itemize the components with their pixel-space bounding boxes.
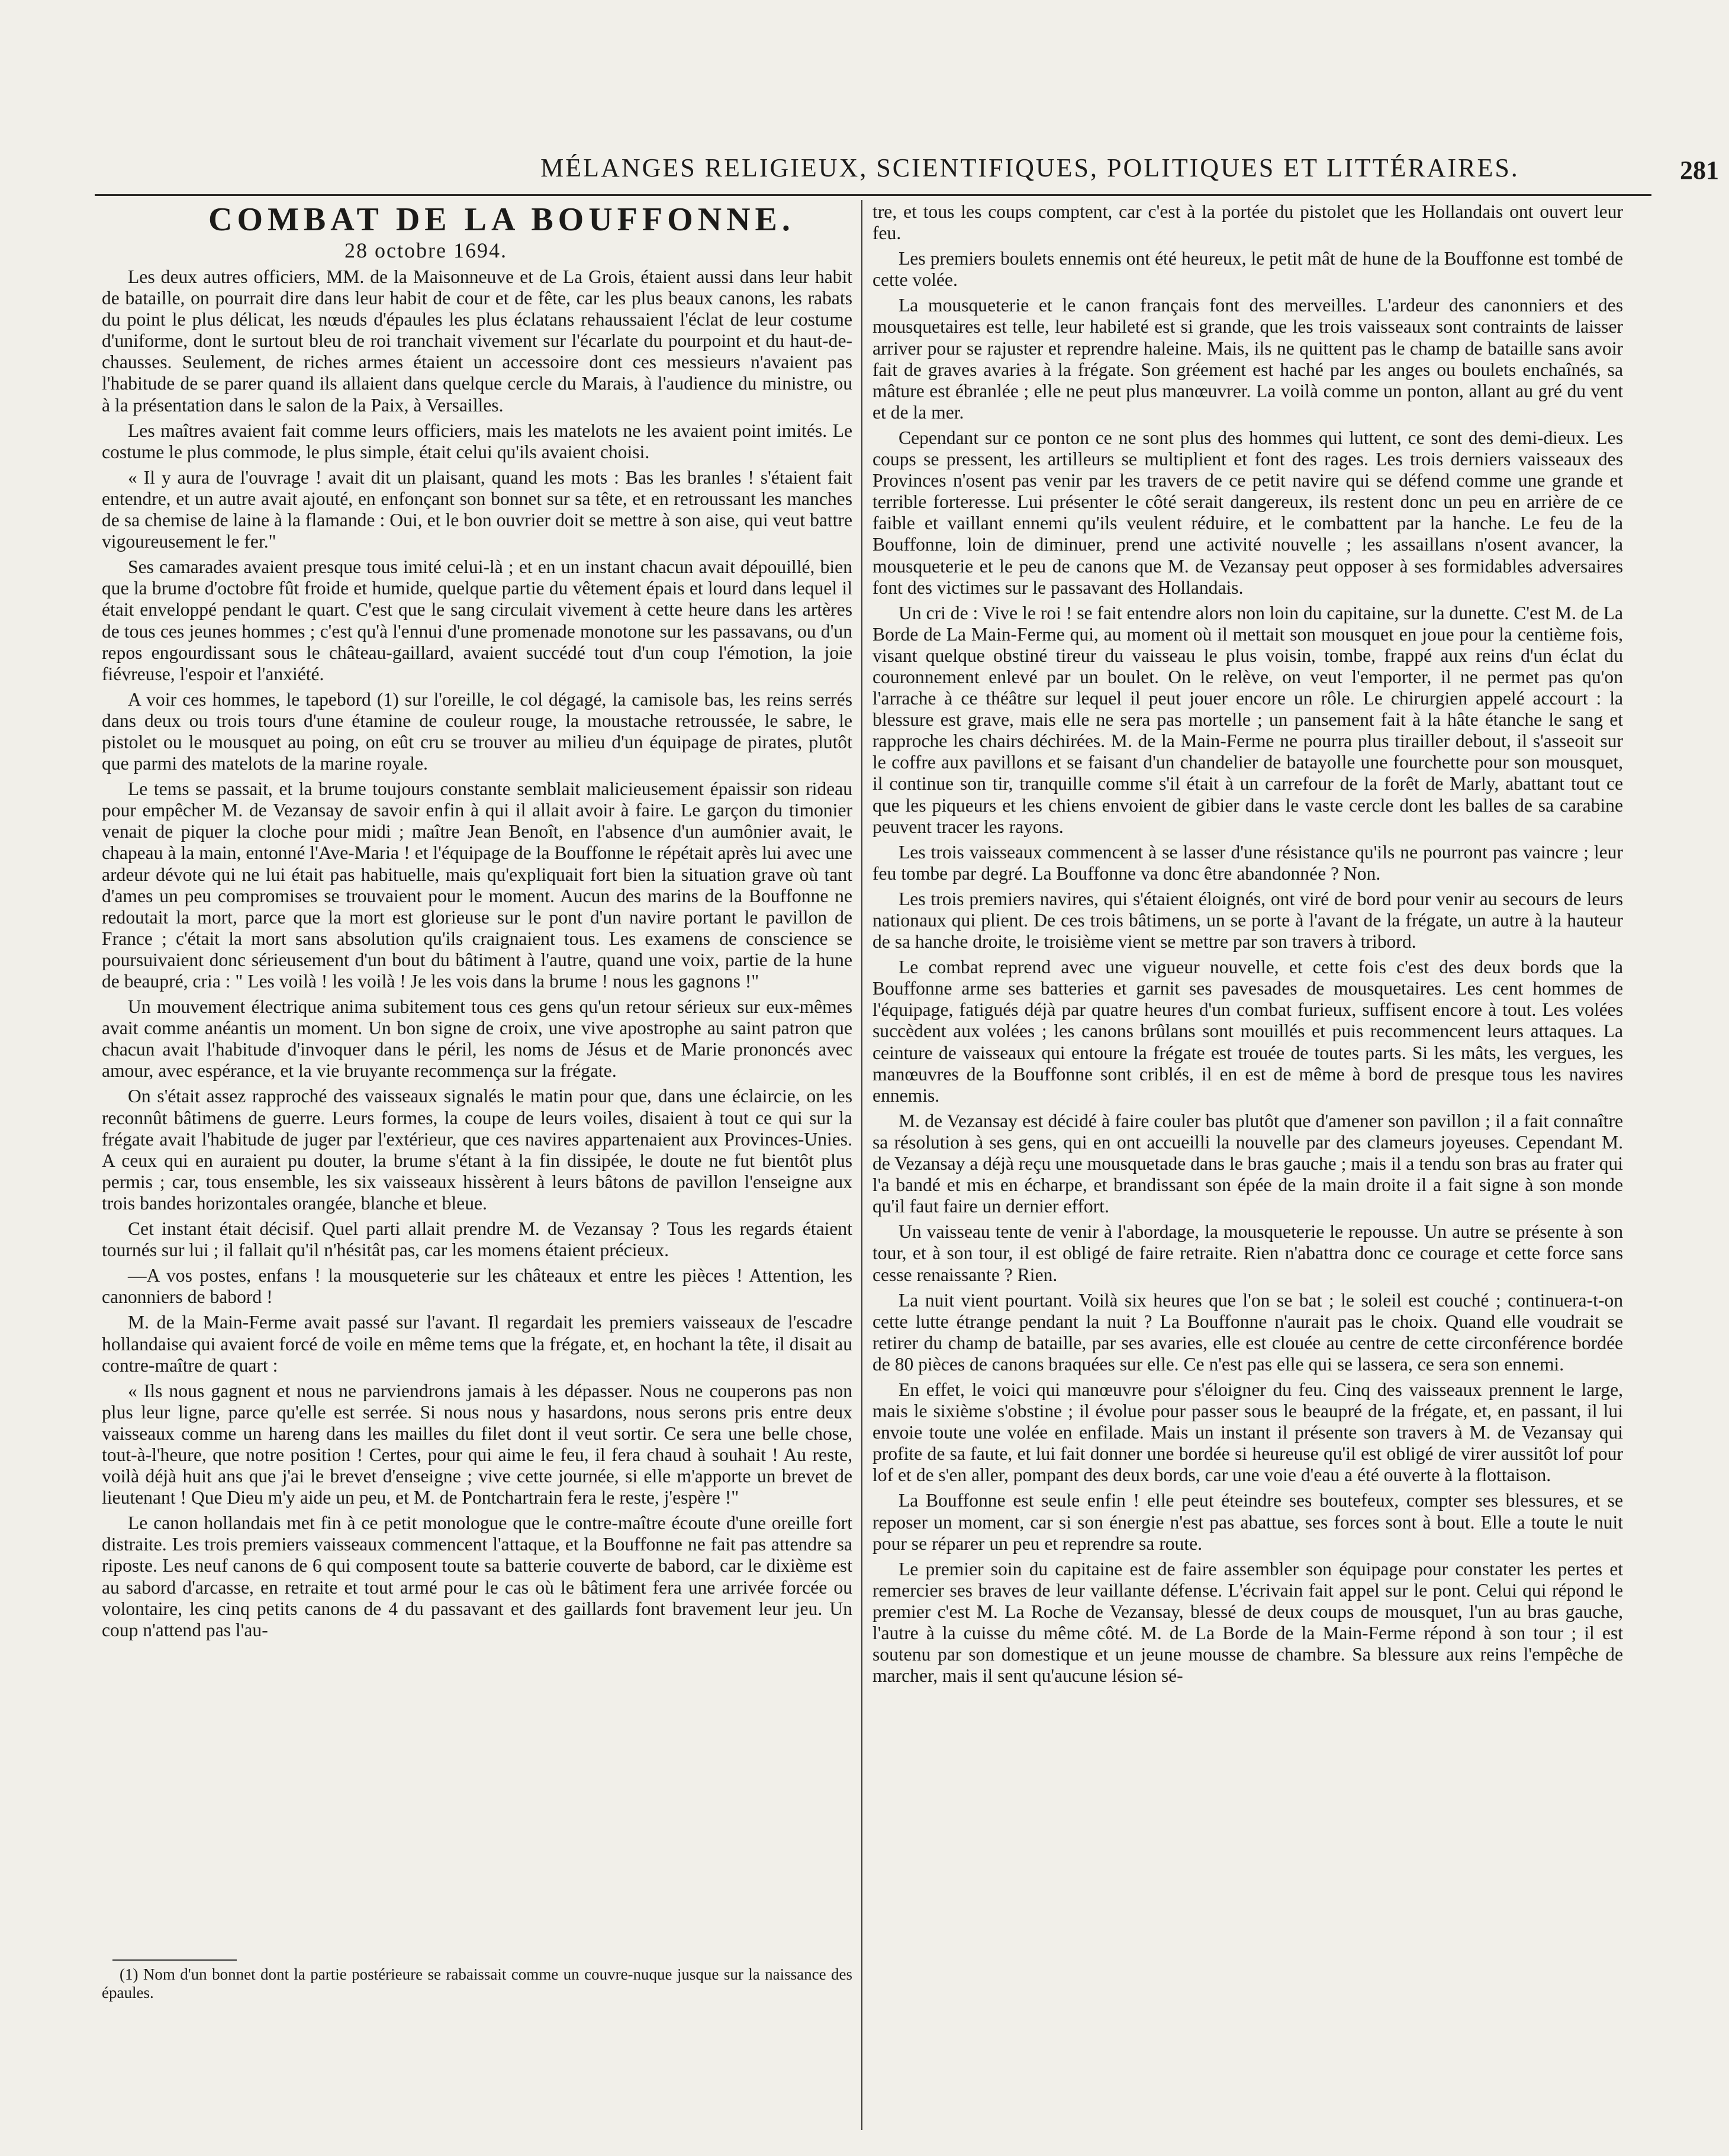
- paragraph: Le canon hollandais met fin à ce petit monologue que le contre-maître écoute d'une oreille fort distraite. Les trois premiers vaisseaux commencent l'attaque, et la Bouffonne ne fait pas attendre sa riposte. Les neuf canons de 6 qui composent toute sa batterie couverte de babord, car le dixième est au sabord d'arcasse, en retraite et tout armé pour le cas où le bâtiment fera une arrivée forcée ou volontaire, les cinq petits canons de 4 du passavant et des gaillards font bravement leur jeu. Un coup n'attend pas l'au-: [102, 1513, 852, 1640]
- paragraph: M. de la Main-Ferme avait passé sur l'avant. Il regardait les premiers vaisseaux de l'escadre hollandaise qui avaient forcé de voile en même tems que la frégate, et, en hochant la tête, il disait au contre-maître de quart :: [102, 1312, 852, 1376]
- page-number: 281: [1680, 156, 1719, 185]
- left-column: [102, 201, 852, 1936]
- column-divider: [861, 200, 862, 2130]
- paragraph: Un cri de : Vive le roi ! se fait entendre alors non loin du capitaine, sur la dunette. C'est M. de La Borde de La Main-Ferme qui, au moment où il mettait son mousquet en joue pour la centième fois, visant quelque obstiné tireur du vaisseau le plus voisin, tombe, frappé aux reins d'un éclat du couronnement enlevé par un boulet. On le relève, on veut l'emporter, il ne permet pas qu'on l'arrache à ce théâtre sur lequel il peut jouer encore un rôle. Le chirurgien appelé accourt : la blessure est grave, mais elle ne sera pas mortelle ; un pansement fait à la hâte étanche le sang et rapproche les chairs déchirées. M. de la Main-Ferme ne pourra plus tirailler debout, il s'asseoit sur le coffre aux pavillons et se faisant d'un chandelier de batayolle une fourchette pour son mousquet, il continue son tir, tranquille comme s'il était à un carrefour de la forêt de Marly, abattant tout ce que les piqueurs et les chiens envoient de gibier dans le vaste cercle dont les balles de sa carabine peuvent tracer les rayons.: [872, 602, 1623, 837]
- paragraph: Un vaisseau tente de venir à l'abordage, la mousqueterie le repousse. Un autre se présente à son tour, et à son tour, il est obligé de faire retraite. Rien n'abattra donc ce courage et cette force sans cesse renaissante ? Rien.: [872, 1221, 1623, 1285]
- paragraph: A voir ces hommes, le tapebord (1) sur l'oreille, le col dégagé, la camisole bas, les reins serrés dans deux ou trois tours d'une étamine de couleur rouge, la moustache retroussée, le sabre, le pistolet ou le mousquet au poing, on eût cru se trouver au milieu d'un équipage de pirates, plutôt que parmi des matelots de la marine royale.: [102, 688, 852, 774]
- paragraph: —A vos postes, enfans ! la mousqueterie sur les châteaux et entre les pièces ! Attention, les canonniers de babord !: [102, 1265, 852, 1308]
- paragraph: Cependant sur ce ponton ce ne sont plus des hommes qui luttent, ce sont des demi-dieux. Les coups se pressent, les artilleurs se multiplient et font des rages. Les trois derniers vaisseaux des Provinces n'osent pas venir par les travers de ce petit navire qui se défend comme une grande et terrible forteresse. Lui présenter le côté serait dangereux, ils restent donc un peu en arrière de ce faible et vaillant ennemi qu'ils veulent réduire, et le combattent par la hanche. Le feu de la Bouffonne, loin de diminuer, prend une activité nouvelle ; les assaillans n'osent avancer, la mousqueterie et le peu de canons que M. de Vezansay peut opposer à ses formidables adversaires font des victimes sur le passavant des Hollandais.: [872, 427, 1623, 598]
- running-title: MÉLANGES RELIGIEUX, SCIENTIFIQUES, POLITIQUES ET LITTÉRAIRES.: [540, 153, 1519, 182]
- footnote-text: (1) Nom d'un bonnet dont la partie postérieure se rabaissait comme un couvre-nuque jusque sur la naissance des épaules.: [102, 1965, 852, 2001]
- footnote-rule: [112, 1959, 237, 1961]
- paragraph: La Bouffonne est seule enfin ! elle peut éteindre ses boutefeux, compter ses blessures, et se reposer un moment, car si son énergie n'est pas abattue, ses forces sont à bout. Elle a toute le nuit pour se réparer un peu et reprendre sa route.: [872, 1490, 1623, 1554]
- footnote: [102, 1965, 852, 2002]
- paragraph: Les maîtres avaient fait comme leurs officiers, mais les matelots ne les avaient point imités. Le costume le plus commode, le plus simple, était celui qu'ils avaient choisi.: [102, 420, 852, 462]
- paragraph: M. de Vezansay est décidé à faire couler bas plutôt que d'amener son pavillon ; il a fait connaître sa résolution à ses gens, qui en ont accueilli la nouvelle par des clameurs joyeuses. Cependant M. de Vezansay a déjà reçu une mousquetade dans le bras gauche ; mais il a tendu son bras au frater qui l'a bandé et mis en écharpe, et brandissant son épée de la main droite il a fait signe à son monde qu'il faut faire un dernier effort.: [872, 1110, 1623, 1217]
- paragraph: Le combat reprend avec une vigueur nouvelle, et cette fois c'est des deux bords que la Bouffonne arme ses batteries et garnit ses pavesades de mousquetaires. Les cent hommes de l'équipage, fatigués déjà par quatre heures d'un combat furieux, suffisent encore à tout. Les volées succèdent aux volées ; les canons brûlans sont mouillés et puis recommencent leurs attaques. La ceinture de vaisseaux qui entoure la frégate est trouée de toutes parts. Si les mâts, les vergues, les manœuvres de la Bouffonne sont criblés, il en est de même à bord de presque tous les navires ennemis.: [872, 957, 1623, 1106]
- paragraph: La mousqueterie et le canon français font des merveilles. L'ardeur des canonniers et des mousquetaires est telle, leur habileté est si grande, que les trois vaisseaux sont contraints de laisser arriver pour se rajuster et reprendre haleine. Mais, ils ne quittent pas le champ de bataille sans avoir fait de graves avaries à la frégate. Son gréement est haché par les anges ou boulets enchaînés, sa mâture est ébranlée ; elle ne peut plus manœuvrer. La voilà comme un ponton, allant au gré du vent et de la mer.: [872, 295, 1623, 423]
- paragraph: Les premiers boulets ennemis ont été heureux, le petit mât de hune de la Bouffonne est tombé de cette volée.: [872, 248, 1623, 291]
- paragraph: La nuit vient pourtant. Voilà six heures que l'on se bat ; le soleil est couché ; continuera-t-on cette lutte étrange pendant la nuit ? La Bouffonne n'aurait pas le choix. Quand elle voudrait se retirer du champ de bataille, par ses avaries, elle est clouée au centre de cette circonférence bordée de 80 pièces de canons braquées sur elle. Ce n'est pas elle qui se lassera, ce sera son ennemi.: [872, 1289, 1623, 1375]
- paragraph: Ses camarades avaient presque tous imité celui-là ; et en un instant chacun avait dépouillé, bien que la brume d'octobre fût froide et humide, quelque partie du vêtement épais et lourd dans lequel il était enveloppé pendant le quart. C'est que le sang circulait vivement à cette heure dans les artères de tous ces jeunes hommes ; c'est qu'à l'ennui d'une promenade monotone sur les passavans, ou d'un repos engourdissant sous le château-gaillard, avaient succédé tout d'un coup l'émotion, la joie fiévreuse, l'espoir et l'anxiété.: [102, 556, 852, 684]
- paragraph: Le premier soin du capitaine est de faire assembler son équipage pour constater les pertes et remercier ses braves de leur vaillante défense. L'écrivain fait appel sur le pont. Celui qui répond le premier c'est M. La Roche de Vezansay, blessé de deux coups de mousquet, l'un au bras gauche, l'autre à la cuisse du même côté. M. de La Borde de la Main-Ferme répond à son tour ; il est soutenu par son domestique et un jeune mousse de chambre. Sa blessure aux reins l'empêche de marcher, mais il sent qu'aucune lésion sé-: [872, 1558, 1623, 1687]
- paragraph: Les deux autres officiers, MM. de la Maisonneuve et de La Grois, étaient aussi dans leur habit de bataille, on pourrait dire dans leur habit de cour et de fête, car les plus beaux canons, les rabats du point le plus délicat, les nœuds d'épaules les plus éclatans rehaussaient l'éclat de leur costume d'uniforme, dont le surtout bleu de roi tranchait vivement sur l'écarlate du pourpoint et du haut-de-chausses. Seulement, de riches armes étaient un accessoire dont ces messieurs n'avaient pas l'habitude de se parer quand ils allaient dans quelque cercle du Marais, à l'audience du ministre, ou à la présentation dans le salon de la Paix, à Versailles.: [102, 266, 852, 416]
- paragraph: On s'était assez rapproché des vaisseaux signalés le matin pour que, dans une éclaircie, on les reconnût bâtimens de guerre. Leurs formes, la coupe de leurs voiles, disaient à tout ce qui sur la frégate avait l'habitude de juger par l'extérieur, que ces navires appartenaient aux Provinces-Unies. A ceux qui en auraient pu douter, la brume s'étant à la fin dissipée, le doute ne fut bientôt plus permis ; car, tous ensemble, les six vaisseaux hissèrent à leurs bâtons de pavillon l'enseigne aux trois bandes horizontales orangée, blanche et bleue.: [102, 1086, 852, 1214]
- paragraph: Le tems se passait, et la brume toujours constante semblait malicieusement épaissir son rideau pour empêcher M. de Vezansay de savoir enfin à qui il allait avoir à faire. Le garçon du timonier venait de piquer la cloche pour midi ; maître Jean Benoît, en l'absence d'un aumônier avait, le chapeau à la main, entonné l'Ave-Maria ! et l'équipage de la Bouffonne le répétait après lui avec une ardeur dévote qui ne lui était pas habituelle, mais qu'expliquait fort bien la situation grave où tant d'ames un peu compromises se trouvaient pour le moment. Aucun des marins de la Bouffonne ne redoutait la mort, parce que la mort est glorieuse sur le pont d'un navire portant le pavillon de France ; c'était la mort sans absolution qu'ils craignaient tous. Les examens de conscience se poursuivaient donc sérieusement d'un bout du bâtiment à l'autre, quand une voix, partie de la hune de beaupré, cria : " Les voilà ! les voilà ! Je les vois dans la brume ! nous les gagnons !": [102, 778, 852, 992]
- article-date: 28 octobre 1694.: [344, 239, 507, 262]
- article-title: COMBAT DE LA BOUFFONNE.: [208, 201, 795, 238]
- paragraph: « Ils nous gagnent et nous ne parviendrons jamais à les dépasser. Nous ne couperons pas non plus leur ligne, parce qu'elle est serrée. Si nous nous y hasardons, nous serons pris entre deux vaisseaux comme un hareng dans les mailles du filet dont il veut sortir. Ce sera une belle chose, tout-à-l'heure, que notre position ! Certes, pour qui aime le feu, il fera chaud à souhait ! Au reste, voilà déjà huit ans que j'ai le brevet d'enseigne ; vive cette journée, si elle m'apporte un brevet de lieutenant ! Que Dieu m'y aide un peu, et M. de Pontchartrain fera le reste, j'espère !": [102, 1380, 852, 1508]
- paragraph: Les trois premiers navires, qui s'étaient éloignés, ont viré de bord pour venir au secours de leurs nationaux qui plient. De ces trois bâtimens, un se porte à l'avant de la frégate, un autre à la hauteur de sa hanche droite, le troisième vient se mettre par son travers à tribord.: [872, 888, 1623, 952]
- paragraph: En effet, le voici qui manœuvre pour s'éloigner du feu. Cinq des vaisseaux prennent le large, mais le sixième s'obstine ; il évolue pour passer sous le beaupré de la frégate, et, en passant, il lui envoie toute une volée en enfilade. Mais un instant il présente son travers à M. de Vezansay qui profite de sa faute, et lui fait donner une bordée si heureuse qu'il est obligé de virer aussitôt lof pour lof et de s'en aller, pompant des deux bords, car une voie d'eau a été ouverte à la flottaison.: [872, 1379, 1623, 1486]
- header-rule: [95, 194, 1651, 196]
- paragraph: Cet instant était décisif. Quel parti allait prendre M. de Vezansay ? Tous les regards étaient tournés sur lui ; il fallait qu'il n'hésitât pas, car les momens étaient précieux.: [102, 1218, 852, 1261]
- paragraph: Les trois vaisseaux commencent à se lasser d'une résistance qu'ils ne pourront pas vaincre ; leur feu tombe par degré. La Bouffonne va donc être abandonnée ? Non.: [872, 841, 1623, 884]
- paragraph: « Il y aura de l'ouvrage ! avait dit un plaisant, quand les mots : Bas les branles ! s'étaient fait entendre, et un autre avait ajouté, en enfonçant son bonnet sur sa tête, et en retroussant les manches de sa chemise de laine à la flamande : Oui, et le bon ouvrier doit se mettre à son aise, qui veut battre vigoureusement le fer.": [102, 466, 852, 552]
- paragraph: tre, et tous les coups comptent, car c'est à la portée du pistolet que les Hollandais ont ouvert leur feu.: [872, 201, 1623, 244]
- right-column: [872, 201, 1623, 1936]
- paragraph: Un mouvement électrique anima subitement tous ces gens qu'un retour sérieux sur eux-mêmes avait comme anéantis un moment. Un bon signe de croix, une vive apostrophe au saint patron que chacun avait l'habitude d'invoquer dans le péril, les noms de Jésus et de Marie prononcés avec amour, avec espérance, et la vie bruyante recommença sur la frégate.: [102, 996, 852, 1082]
